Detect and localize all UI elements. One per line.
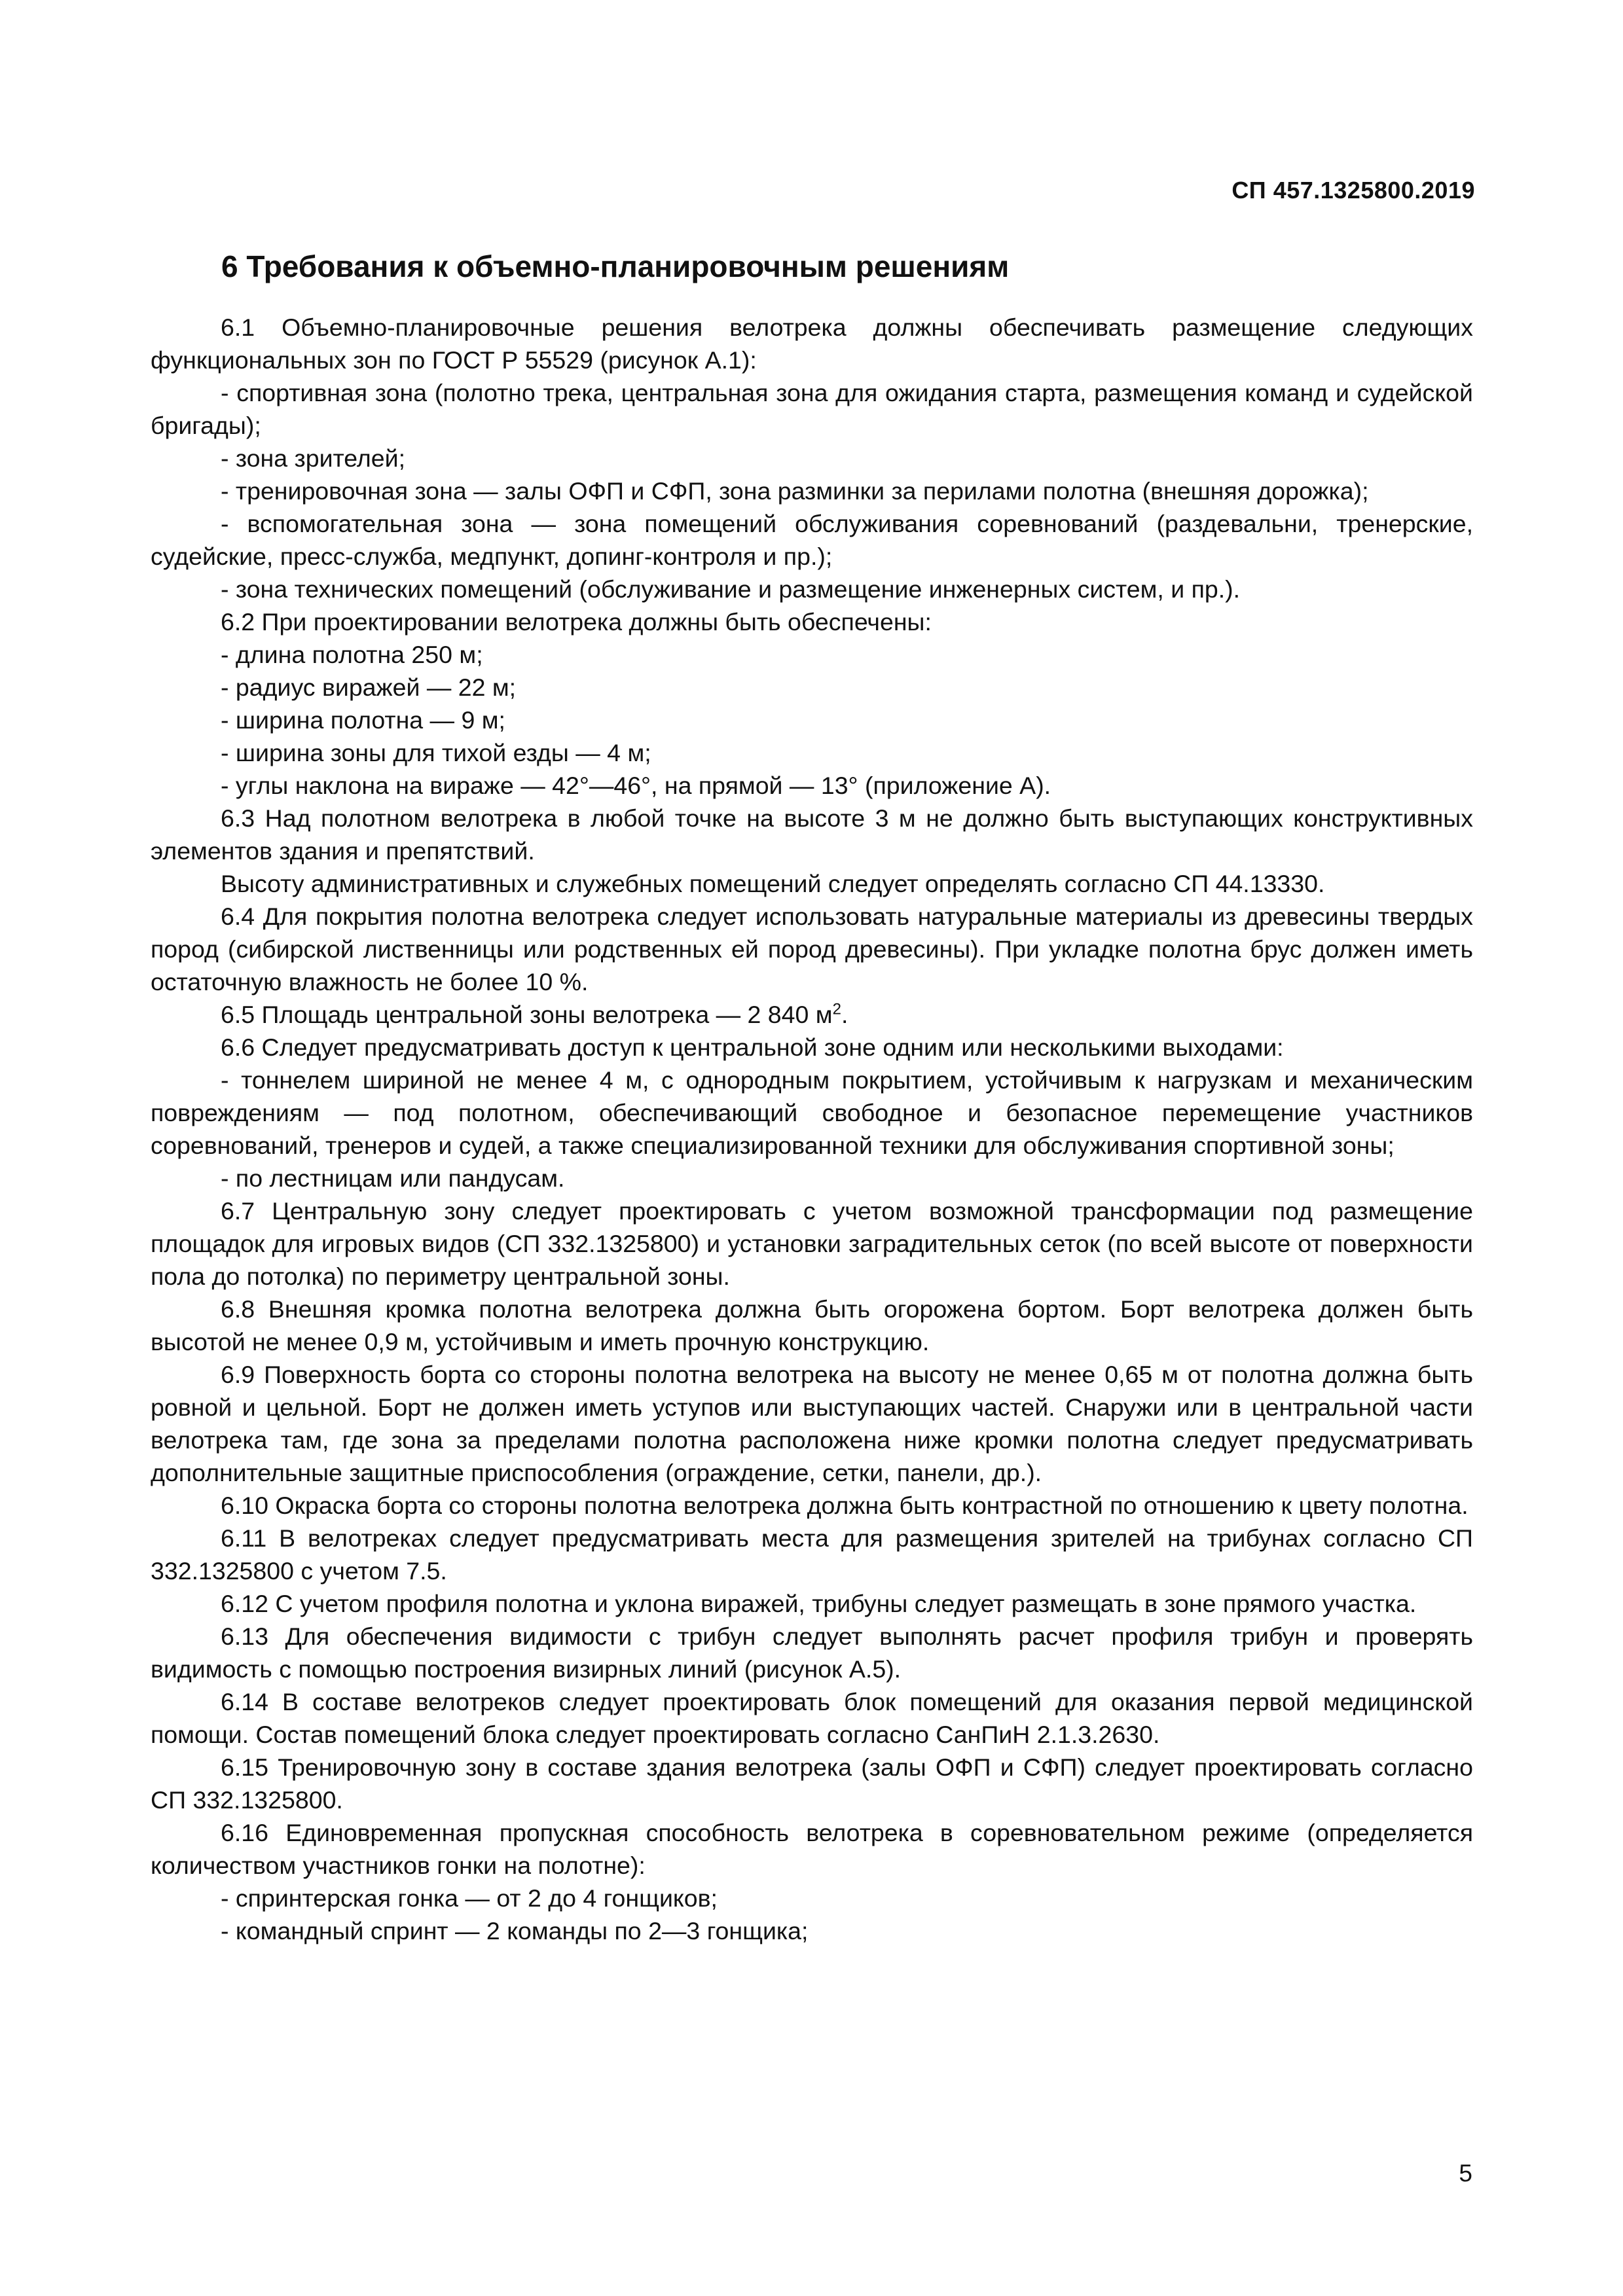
paragraph-6-6: 6.6 Следует предусматривать доступ к центральной зоне одним или несколькими выходами: bbox=[221, 1033, 1284, 1061]
paragraph-6-5-end: . bbox=[841, 1001, 848, 1028]
page-number: 5 bbox=[1459, 2160, 1472, 2187]
section-title: 6 Требования к объемно-планировочным решениям bbox=[221, 249, 1010, 283]
list-item: - углы наклона на вираже — 42°—46°, на прямой — 13° (приложение А). bbox=[221, 772, 1051, 799]
paragraph-6-13: 6.13 Для обеспечения видимости с трибун следует выполнять расчет профиля трибун и проверять видимость с помощью построения визирных линий (рисунок А.5). bbox=[151, 1623, 1473, 1683]
list-item: - тренировочная зона — залы ОФП и СФП, зона разминки за перилами полотна (внешняя дорожка); bbox=[221, 477, 1369, 505]
list-item: - зона технических помещений (обслуживание и размещение инженерных систем, и пр.). bbox=[221, 575, 1241, 603]
paragraph-6-7: 6.7 Центральную зону следует проектировать с учетом возможной трансформации под размещение площадок для игровых видов (СП 332.1325800) и установки заградительных сеток (по всей высоте от поверхности пола до потолка) по периметру центральной зоны. bbox=[151, 1197, 1473, 1290]
list-item: - длина полотна 250 м; bbox=[221, 641, 483, 668]
list-item: - по лестницам или пандусам. bbox=[221, 1164, 565, 1192]
list-item: - спринтерская гонка — от 2 до 4 гонщиков; bbox=[221, 1884, 718, 1912]
list-item: - тоннелем шириной не менее 4 м, с однородным покрытием, устойчивым к нагрузкам и механическим повреждениям — под полотном, обеспечивающий свободное и безопасное перемещение участников соревнований, тренеров и судей, а также специализированной техники для обслуживания спортивной зоны; bbox=[151, 1066, 1473, 1159]
paragraph-6-2: 6.2 При проектировании велотрека должны быть обеспечены: bbox=[221, 608, 932, 636]
list-item: - вспомогательная зона — зона помещений обслуживания соревнований (раздевальни, тренерские, судейские, пресс-служба, медпункт, допинг-контроля и пр.); bbox=[151, 510, 1473, 570]
paragraph-6-4: 6.4 Для покрытия полотна велотрека следует использовать натуральные материалы из древесины твердых пород (сибирской лиственницы или родственных ей пород древесины). При укладке полотна брус должен иметь остаточную влажность не более 10 %. bbox=[151, 903, 1473, 996]
list-item: - ширина зоны для тихой езды — 4 м; bbox=[221, 739, 651, 766]
paragraph-6-5 bbox=[151, 998, 1473, 1031]
list-item: - радиус виражей — 22 м; bbox=[221, 673, 517, 701]
paragraph-6-8: 6.8 Внешняя кромка полотна велотрека должна быть огорожена бортом. Борт велотрека должен быть высотой не менее 0,9 м, устойчивым и иметь прочную конструкцию. bbox=[151, 1295, 1473, 1355]
paragraph-6-16: 6.16 Единовременная пропускная способность велотрека в соревновательном режиме (определяется количеством участников гонки на полотне): bbox=[151, 1819, 1473, 1879]
paragraph-6-14: 6.14 В составе велотреков следует проектировать блок помещений для оказания первой медицинской помощи. Состав помещений блока следует проектировать согласно СанПиН 2.1.3.2630. bbox=[151, 1688, 1473, 1748]
paragraph-6-15: 6.15 Тренировочную зону в составе здания велотрека (залы ОФП и СФП) следует проектировать согласно СП 332.1325800. bbox=[151, 1753, 1473, 1814]
paragraph-6-1: 6.1 Объемно-планировочные решения велотрека должны обеспечивать размещение следующих функциональных зон по ГОСТ Р 55529 (рисунок А.1): bbox=[151, 314, 1473, 374]
list-item: - ширина полотна — 9 м; bbox=[221, 706, 505, 734]
list-item: - спортивная зона (полотно трека, центральная зона для ожидания старта, размещения команд и судейской бригады); bbox=[151, 379, 1473, 439]
paragraph-6-5-text: 6.5 Площадь центральной зоны велотрека — 2 840 м bbox=[221, 1001, 833, 1028]
section-body bbox=[151, 311, 1473, 1947]
paragraph-6-11: 6.11 В велотреках следует предусматривать места для размещения зрителей на трибунах согласно СП 332.1325800 с учетом 7.5. bbox=[151, 1524, 1473, 1585]
document-code: СП 457.1325800.2019 bbox=[1231, 177, 1475, 204]
paragraph-6-9: 6.9 Поверхность борта со стороны полотна велотрека на высоту не менее 0,65 м от полотна должна быть ровной и цельной. Борт не должен иметь уступов или выступающих частей. Снаружи или в центральной части велотрека там, где зона за пределами полотна расположена ниже кромки полотна следует предусматривать дополнительные защитные приспособления (ограждение, сетки, панели, др.). bbox=[151, 1361, 1473, 1486]
paragraph-6-10: 6.10 Окраска борта со стороны полотна велотрека должна быть контрастной по отношению к цвету полотна. bbox=[221, 1492, 1468, 1519]
paragraph-6-3: 6.3 Над полотном велотрека в любой точке на высоте 3 м не должно быть выступающих конструктивных элементов здания и препятствий. bbox=[151, 804, 1473, 865]
paragraph-6-12: 6.12 С учетом профиля полотна и уклона виражей, трибуны следует размещать в зоне прямого участка. bbox=[221, 1590, 1417, 1617]
list-item: - зона зрителей; bbox=[221, 444, 405, 472]
list-item: - командный спринт — 2 команды по 2—3 гонщика; bbox=[221, 1917, 809, 1945]
paragraph-6-3-note: Высоту административных и служебных помещений следует определять согласно СП 44.13330. bbox=[221, 870, 1325, 897]
superscript: 2 bbox=[832, 1000, 841, 1018]
